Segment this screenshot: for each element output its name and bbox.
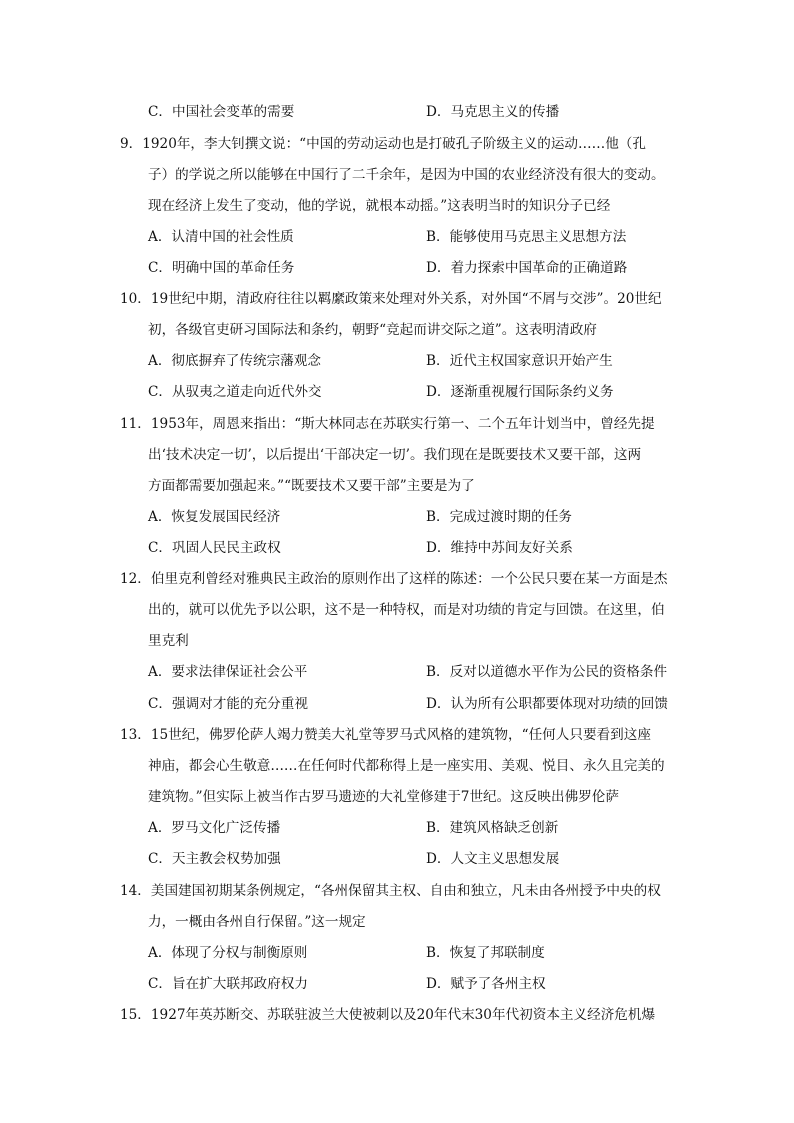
question-stem: 14．美国建国初期某条例规定，“各州保留其主权、自由和独立，凡未由各州授予中央的权: [120, 883, 661, 899]
option-b: B．能够使用马克思主义思想方法: [426, 229, 627, 245]
question-stem: 11．1953年，周恩来指出：“斯大林同志在苏联实行第一、二个五年计划当中，曾经先提: [120, 416, 655, 432]
question-stem: 10．19世纪中期，清政府往往以羁縻政策来处理对外关系，对外国“不屑与交涉”。20世纪: [120, 291, 662, 307]
question-stem: 建筑物。”但实际上被当作古罗马遗迹的大礼堂修建于7世纪。这反映出佛罗伦萨: [148, 789, 619, 805]
question-stem: 15．1927年英苏断交、苏联驻波兰大使被刺以及20年代末30年代初资本主义经济危机爆: [120, 1007, 656, 1023]
option-d: D．逐渐重视履行国际条约义务: [426, 384, 614, 400]
option-b: B．建筑风格缺乏创新: [426, 820, 559, 836]
question-stem: 12．伯里克利曾经对雅典民主政治的原则作出了这样的陈述：一个公民只要在某一方面是杰: [120, 571, 668, 587]
option-d: D．认为所有公职都要体现对功绩的回馈: [426, 696, 668, 712]
option-c: C．天主教会权势加强: [148, 851, 281, 867]
question-stem: 方面都需要加强起来。”“既要技术又要干部”主要是为了: [148, 478, 475, 494]
question-stem: 子）的学说之所以能够在中国行了二千余年，是因为中国的农业经济没有很大的变动。: [148, 167, 665, 183]
option-c: C．明确中国的革命任务: [148, 260, 295, 276]
question-stem: 出‘技术决定一切’，以后提出‘干部决定一切’。我们现在是既要技术又要干部，这两: [148, 447, 642, 463]
option-b: B．反对以道德水平作为公民的资格条件: [426, 664, 668, 680]
question-stem: 初，各级官吏研习国际法和条约，朝野“竞起而讲交际之道”。这表明清政府: [148, 322, 597, 338]
option-a: A．罗马文化广泛传播: [148, 820, 281, 836]
option-b: B．完成过渡时期的任务: [426, 509, 572, 525]
option-d: D．着力探索中国革命的正确道路: [426, 260, 628, 276]
option-c: C．强调对才能的充分重视: [148, 696, 308, 712]
option-a: A．恢复发展国民经济: [148, 509, 281, 525]
question-stem: 里克利: [148, 633, 189, 649]
q8-option-c: C．中国社会变革的需要: [148, 104, 295, 120]
question-stem: 神庙，都会心生敬意……在任何时代都称得上是一座实用、美观、悦目、永久且完美的: [148, 758, 665, 774]
option-a: A．彻底摒弃了传统宗藩观念: [148, 353, 321, 369]
option-a: A．认清中国的社会性质: [148, 229, 294, 245]
option-d: D．人文主义思想发展: [426, 851, 560, 867]
question-stem: 现在经济上发生了变动，他的学说，就根本动摇。”这表明当时的知识分子已经: [148, 198, 611, 214]
option-c: C．巩固人民民主政权: [148, 540, 281, 556]
question-stem: 13．15世纪，佛罗伦萨人竭力赞美大礼堂等罗马式风格的建筑物，“任何人只要看到这座: [120, 727, 651, 743]
option-b: B．恢复了邦联制度: [426, 945, 545, 961]
option-b: B．近代主权国家意识开始产生: [426, 353, 613, 369]
question-stem: 9．1920年，李大钊撰文说：“中国的劳动运动也是打破孔子阶级主义的运动……他（孔: [120, 136, 646, 152]
option-d: D．维持中苏间友好关系: [426, 540, 573, 556]
option-d: D．赋予了各州主权: [426, 976, 546, 992]
question-stem: 出的，就可以优先予以公职，这不是一种特权，而是对功绩的肯定与回馈。在这里，伯: [148, 602, 665, 618]
option-a: A．要求法律保证社会公平: [148, 664, 308, 680]
option-c: C．从驭夷之道走向近代外交: [148, 384, 322, 400]
q8-option-d: D．马克思主义的传播: [426, 104, 560, 120]
question-stem: 力，一概由各州自行保留。”这一规定: [148, 914, 366, 930]
option-a: A．体现了分权与制衡原则: [148, 945, 308, 961]
option-c: C．旨在扩大联邦政府权力: [148, 976, 308, 992]
